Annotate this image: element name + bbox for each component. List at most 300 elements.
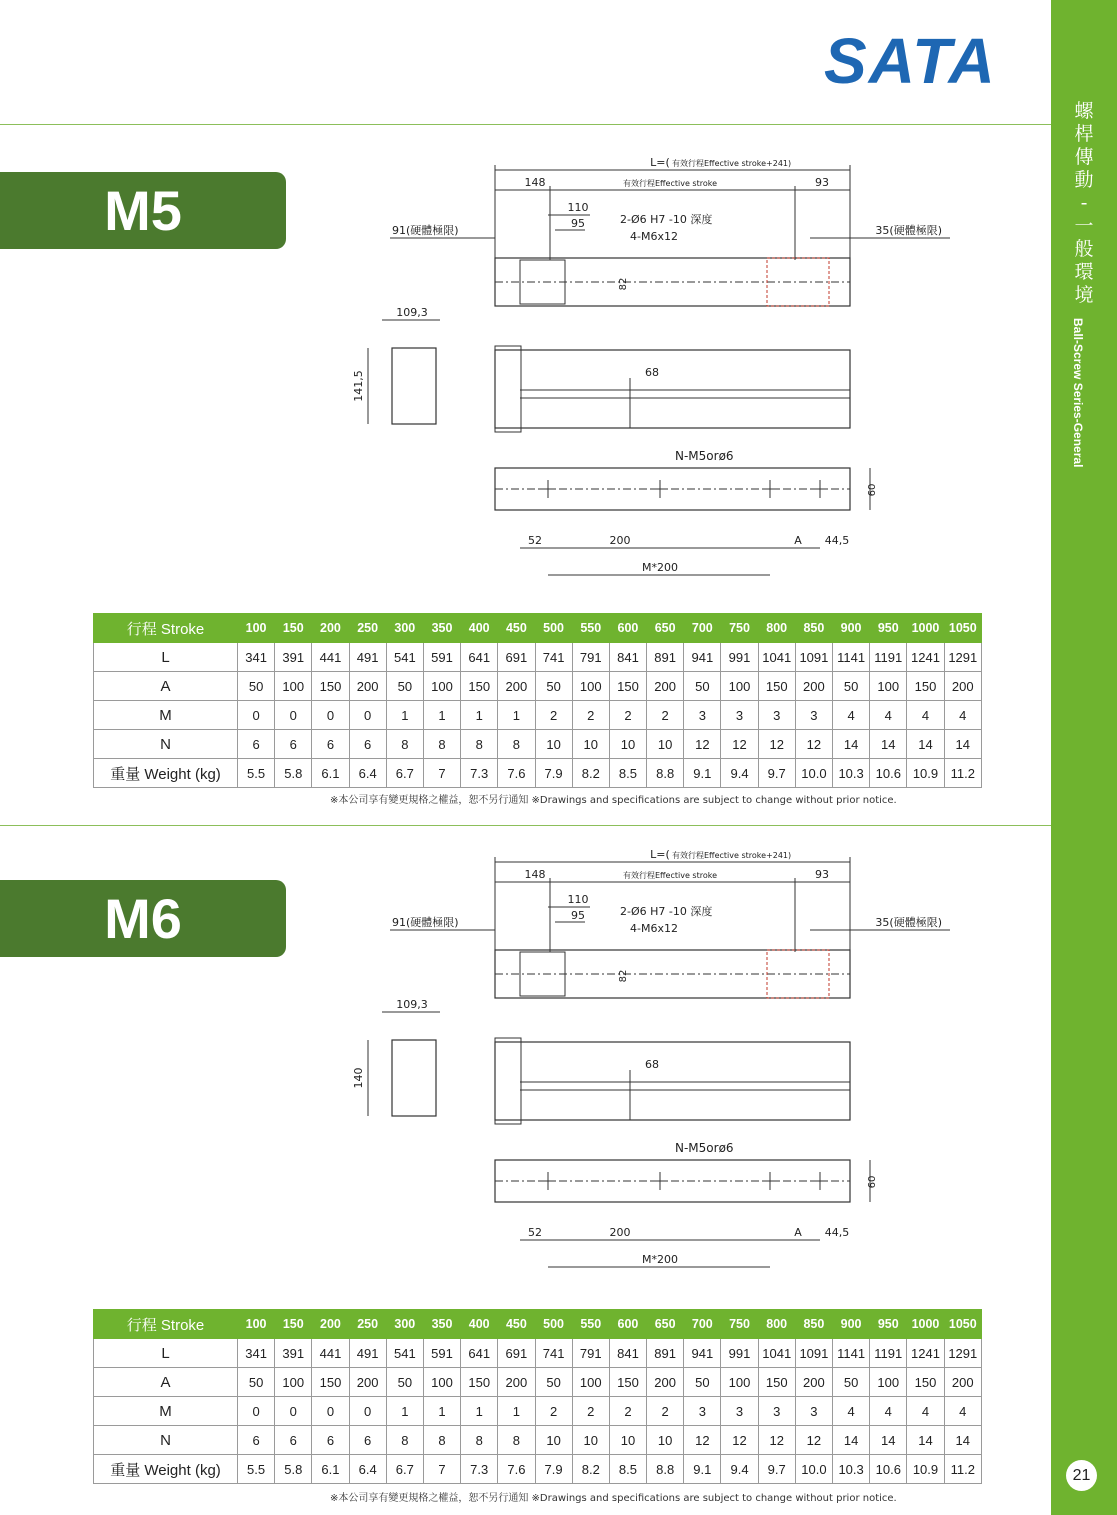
row-label: N xyxy=(94,730,238,759)
table-cell: 8.2 xyxy=(572,1455,609,1484)
table-cell: 100 xyxy=(572,672,609,701)
divider xyxy=(0,825,1051,826)
table-cell: 491 xyxy=(349,643,386,672)
table-cell: 1 xyxy=(386,1397,423,1426)
table-cell: 14 xyxy=(907,730,944,759)
table-cell: 150 xyxy=(312,1368,349,1397)
dimension-label: 140 xyxy=(352,1067,365,1089)
table-cell: 891 xyxy=(647,1339,684,1368)
table-cell: 2 xyxy=(572,1397,609,1426)
table-cell: 50 xyxy=(833,1368,870,1397)
table-row xyxy=(94,1339,982,1368)
table-cell: 641 xyxy=(461,1339,498,1368)
table-row xyxy=(94,672,982,701)
table-cell: 10 xyxy=(535,1426,572,1455)
row-label: L xyxy=(94,643,238,672)
table-cell: 14 xyxy=(833,730,870,759)
table-cell: 0 xyxy=(275,1397,312,1426)
table-cell: 12 xyxy=(795,1426,832,1455)
table-cell: 1041 xyxy=(758,1339,795,1368)
table-cell: 4 xyxy=(907,1397,944,1426)
stroke-cell: 150 xyxy=(275,1310,312,1339)
stroke-cell: 350 xyxy=(423,1310,460,1339)
dimension-label: 110 xyxy=(567,893,589,906)
table-cell: 8.8 xyxy=(647,759,684,788)
dimension-label: 82 xyxy=(618,969,629,983)
stroke-cell: 450 xyxy=(498,1310,535,1339)
table-cell: 50 xyxy=(684,1368,721,1397)
table-cell: 10 xyxy=(647,730,684,759)
table-cell: 6 xyxy=(275,730,312,759)
table-cell: 1091 xyxy=(795,643,832,672)
table-cell: 3 xyxy=(795,701,832,730)
table-cell: 9.1 xyxy=(684,1455,721,1484)
table-cell: 7.6 xyxy=(498,1455,535,1484)
dimension-label: M*200 xyxy=(642,561,678,574)
table-cell: 7.9 xyxy=(535,759,572,788)
table-cell: 441 xyxy=(312,643,349,672)
dimension-label: 52 xyxy=(528,534,542,547)
table-cell: 200 xyxy=(498,672,535,701)
stroke-cell: 650 xyxy=(647,614,684,643)
row-label: M xyxy=(94,701,238,730)
row-label: N xyxy=(94,1426,238,1455)
table-cell: 891 xyxy=(647,643,684,672)
stroke-cell: 650 xyxy=(647,1310,684,1339)
table-cell: 6 xyxy=(312,730,349,759)
table-cell: 4 xyxy=(870,701,907,730)
table-cell: 10.3 xyxy=(833,1455,870,1484)
dimension-label: 91(硬體極限) xyxy=(392,916,459,929)
table-cell: 3 xyxy=(758,701,795,730)
dimension-label: 148 xyxy=(524,868,546,881)
table-cell: 641 xyxy=(461,643,498,672)
technical-drawing xyxy=(330,150,942,590)
table-cell: 14 xyxy=(870,730,907,759)
table-cell: 7.3 xyxy=(461,759,498,788)
dimension-label: 110 xyxy=(567,201,589,214)
table-cell: 10.9 xyxy=(907,759,944,788)
dimension-label: 109,3 xyxy=(396,998,428,1011)
table-cell: 1191 xyxy=(870,643,907,672)
table-cell: 200 xyxy=(349,1368,386,1397)
sidebar-title xyxy=(1051,100,1117,307)
stroke-cell: 150 xyxy=(275,614,312,643)
table-cell: 6 xyxy=(275,1426,312,1455)
stroke-cell: 1050 xyxy=(944,614,981,643)
table-cell: 200 xyxy=(795,672,832,701)
dimension-label: 93 xyxy=(815,176,829,189)
table-cell: 12 xyxy=(795,730,832,759)
table-cell: 2 xyxy=(647,1397,684,1426)
table-cell: 8 xyxy=(461,1426,498,1455)
table-cell: 441 xyxy=(312,1339,349,1368)
stroke-cell: 200 xyxy=(312,614,349,643)
table-cell: 1291 xyxy=(944,643,981,672)
table-cell: 9.4 xyxy=(721,1455,758,1484)
table-cell: 2 xyxy=(535,701,572,730)
table-cell: 100 xyxy=(275,672,312,701)
table-cell: 1 xyxy=(461,701,498,730)
table-cell: 200 xyxy=(349,672,386,701)
dimension-label: 44,5 xyxy=(824,1226,850,1239)
table-cell: 100 xyxy=(423,1368,460,1397)
table-cell: 10 xyxy=(609,1426,646,1455)
table-cell: 6.4 xyxy=(349,759,386,788)
dimension-label: 35(硬體極限) xyxy=(875,224,942,237)
stroke-cell: 900 xyxy=(833,614,870,643)
table-cell: 50 xyxy=(238,672,275,701)
table-cell: 0 xyxy=(238,1397,275,1426)
table-cell: 941 xyxy=(684,643,721,672)
table-cell: 0 xyxy=(312,701,349,730)
table-cell: 1 xyxy=(498,1397,535,1426)
table-cell: 1141 xyxy=(833,643,870,672)
table-cell: 541 xyxy=(386,643,423,672)
table-row xyxy=(94,759,982,788)
table-cell: 12 xyxy=(684,730,721,759)
table-cell: 691 xyxy=(498,1339,535,1368)
table-cell: 5.5 xyxy=(238,759,275,788)
dimension-label: 60 xyxy=(867,1175,878,1189)
stroke-cell: 100 xyxy=(238,614,275,643)
table-cell: 150 xyxy=(461,1368,498,1397)
table-cell: 8 xyxy=(498,730,535,759)
sidebar-title-char: 環 xyxy=(1074,261,1094,283)
table-cell: 10.3 xyxy=(833,759,870,788)
table-cell: 7 xyxy=(423,1455,460,1484)
table-cell: 12 xyxy=(721,730,758,759)
table-cell: 50 xyxy=(386,1368,423,1397)
stroke-cell: 250 xyxy=(349,614,386,643)
dimension-label: A xyxy=(794,534,802,547)
stroke-header: 行程 Stroke xyxy=(94,1310,238,1339)
table-cell: 200 xyxy=(647,1368,684,1397)
stroke-cell: 250 xyxy=(349,1310,386,1339)
stroke-cell: 600 xyxy=(609,614,646,643)
table-cell: 591 xyxy=(423,1339,460,1368)
row-label: A xyxy=(94,672,238,701)
table-cell: 0 xyxy=(312,1397,349,1426)
dimension-label: A xyxy=(794,1226,802,1239)
table-row xyxy=(94,643,982,672)
table-cell: 6 xyxy=(349,1426,386,1455)
table-cell: 2 xyxy=(535,1397,572,1426)
stroke-cell: 550 xyxy=(572,614,609,643)
page-number: 21 xyxy=(1066,1460,1097,1491)
table-cell: 200 xyxy=(795,1368,832,1397)
stroke-cell: 550 xyxy=(572,1310,609,1339)
table-cell: 0 xyxy=(349,1397,386,1426)
table-cell: 5.5 xyxy=(238,1455,275,1484)
stroke-cell: 800 xyxy=(758,1310,795,1339)
table-cell: 7.3 xyxy=(461,1455,498,1484)
table-row xyxy=(94,1397,982,1426)
table-cell: 8 xyxy=(386,730,423,759)
table-cell: 691 xyxy=(498,643,535,672)
table-cell: 1041 xyxy=(758,643,795,672)
dimension-label: 93 xyxy=(815,868,829,881)
dimension-label: 35(硬體極限) xyxy=(875,916,942,929)
table-cell: 8.5 xyxy=(609,759,646,788)
table-cell: 200 xyxy=(647,672,684,701)
table-cell: 100 xyxy=(870,672,907,701)
stroke-cell: 900 xyxy=(833,1310,870,1339)
stroke-cell: 800 xyxy=(758,614,795,643)
table-cell: 14 xyxy=(944,1426,981,1455)
table-cell: 1091 xyxy=(795,1339,832,1368)
table-cell: 4 xyxy=(833,1397,870,1426)
table-cell: 100 xyxy=(870,1368,907,1397)
table-cell: 10 xyxy=(535,730,572,759)
dimension-label: 148 xyxy=(524,176,546,189)
table-cell: 12 xyxy=(684,1426,721,1455)
dimension-label: 4-M6x12 xyxy=(630,230,678,243)
table-cell: 10 xyxy=(609,730,646,759)
table-cell: 14 xyxy=(944,730,981,759)
table-cell: 8 xyxy=(423,730,460,759)
stroke-cell: 300 xyxy=(386,614,423,643)
table-cell: 391 xyxy=(275,1339,312,1368)
stroke-cell: 700 xyxy=(684,1310,721,1339)
dimension-label: 68 xyxy=(645,1058,659,1071)
model-title: M6 xyxy=(0,880,286,957)
table-cell: 10 xyxy=(572,730,609,759)
dimension-label: 95 xyxy=(571,909,585,922)
row-label: A xyxy=(94,1368,238,1397)
dimension-label: 141,5 xyxy=(352,370,365,402)
table-cell: 6.4 xyxy=(349,1455,386,1484)
table-cell: 1 xyxy=(423,701,460,730)
table-cell: 2 xyxy=(647,701,684,730)
row-label: 重量 Weight (kg) xyxy=(94,759,238,788)
table-cell: 2 xyxy=(609,1397,646,1426)
stroke-cell: 500 xyxy=(535,614,572,643)
table-row xyxy=(94,1455,982,1484)
table-cell: 150 xyxy=(609,1368,646,1397)
sidebar xyxy=(1051,0,1117,1515)
table-cell: 150 xyxy=(461,672,498,701)
dimension-label: 有效行程Effective stroke+241) xyxy=(672,851,792,860)
table-cell: 12 xyxy=(758,1426,795,1455)
table-cell: 6.1 xyxy=(312,759,349,788)
table-cell: 9.4 xyxy=(721,759,758,788)
table-cell: 9.7 xyxy=(758,1455,795,1484)
table-cell: 991 xyxy=(721,1339,758,1368)
table-row xyxy=(94,701,982,730)
table-cell: 741 xyxy=(535,643,572,672)
table-cell: 7 xyxy=(423,759,460,788)
table-row xyxy=(94,1426,982,1455)
table-cell: 791 xyxy=(572,1339,609,1368)
sidebar-title-char: 境 xyxy=(1074,284,1094,306)
table-cell: 8 xyxy=(498,1426,535,1455)
stroke-cell: 450 xyxy=(498,614,535,643)
table-cell: 50 xyxy=(535,1368,572,1397)
table-cell: 991 xyxy=(721,643,758,672)
table-cell: 50 xyxy=(238,1368,275,1397)
stroke-cell: 950 xyxy=(870,1310,907,1339)
dimension-label: 200 xyxy=(609,1226,631,1239)
table-cell: 3 xyxy=(758,1397,795,1426)
sidebar-title-char: 傳 xyxy=(1074,146,1094,168)
table-cell: 5.8 xyxy=(275,1455,312,1484)
table-cell: 100 xyxy=(721,672,758,701)
stroke-cell: 1000 xyxy=(907,614,944,643)
table-cell: 10 xyxy=(572,1426,609,1455)
divider xyxy=(0,124,1051,125)
sidebar-title-char: 螺 xyxy=(1074,100,1094,122)
dimension-label: N-M5orø6 xyxy=(675,1141,734,1155)
dimension-label: N-M5orø6 xyxy=(675,449,734,463)
technical-drawing xyxy=(330,842,942,1282)
stroke-cell: 100 xyxy=(238,1310,275,1339)
table-cell: 10.0 xyxy=(795,1455,832,1484)
table-cell: 150 xyxy=(609,672,646,701)
row-label: 重量 Weight (kg) xyxy=(94,1455,238,1484)
table-cell: 3 xyxy=(721,1397,758,1426)
table-cell: 8 xyxy=(423,1426,460,1455)
table-row xyxy=(94,1368,982,1397)
table-cell: 150 xyxy=(758,672,795,701)
table-cell: 0 xyxy=(238,701,275,730)
table-cell: 341 xyxy=(238,643,275,672)
stroke-cell: 1000 xyxy=(907,1310,944,1339)
table-cell: 7.6 xyxy=(498,759,535,788)
table-cell: 100 xyxy=(572,1368,609,1397)
table-cell: 10.9 xyxy=(907,1455,944,1484)
table-cell: 1 xyxy=(461,1397,498,1426)
dimension-label: 95 xyxy=(571,217,585,230)
table-cell: 841 xyxy=(609,643,646,672)
table-cell: 9.7 xyxy=(758,759,795,788)
sidebar-subtitle: Ball-Screw Series-General xyxy=(1071,318,1085,468)
stroke-cell: 700 xyxy=(684,614,721,643)
row-label: M xyxy=(94,1397,238,1426)
table-cell: 50 xyxy=(684,672,721,701)
table-cell: 941 xyxy=(684,1339,721,1368)
stroke-cell: 850 xyxy=(795,614,832,643)
table-cell: 2 xyxy=(572,701,609,730)
table-cell: 100 xyxy=(423,672,460,701)
dimension-label: M*200 xyxy=(642,1253,678,1266)
stroke-cell: 300 xyxy=(386,1310,423,1339)
disclaimer-note: ※本公司享有變更規格之權益，恕不另行通知 ※Drawings and specifications are subject to change without prior notice. xyxy=(330,1493,897,1504)
table-cell: 200 xyxy=(944,672,981,701)
table-cell: 591 xyxy=(423,643,460,672)
table-cell: 1 xyxy=(386,701,423,730)
dimension-label: 68 xyxy=(645,366,659,379)
sidebar-title-char: 動 xyxy=(1074,169,1094,191)
table-cell: 6 xyxy=(349,730,386,759)
table-cell: 2 xyxy=(609,701,646,730)
table-cell: 4 xyxy=(833,701,870,730)
stroke-header: 行程 Stroke xyxy=(94,614,238,643)
table-row xyxy=(94,730,982,759)
table-cell: 150 xyxy=(907,672,944,701)
table-cell: 1 xyxy=(423,1397,460,1426)
table-cell: 50 xyxy=(386,672,423,701)
table-cell: 0 xyxy=(349,701,386,730)
dimension-label: 91(硬體極限) xyxy=(392,224,459,237)
stroke-cell: 950 xyxy=(870,614,907,643)
dimension-label: 2-Ø6 H7 -10 深度 xyxy=(620,213,713,226)
table-cell: 4 xyxy=(944,701,981,730)
table-cell: 6.7 xyxy=(386,759,423,788)
stroke-cell: 200 xyxy=(312,1310,349,1339)
row-label: L xyxy=(94,1339,238,1368)
table-cell: 9.1 xyxy=(684,759,721,788)
table-cell: 6 xyxy=(238,730,275,759)
sidebar-title-char: - xyxy=(1080,192,1088,214)
table-cell: 741 xyxy=(535,1339,572,1368)
table-cell: 150 xyxy=(758,1368,795,1397)
dimension-label: 52 xyxy=(528,1226,542,1239)
dimension-label: 有效行程Effective stroke+241) xyxy=(672,159,792,168)
table-cell: 1191 xyxy=(870,1339,907,1368)
table-cell: 1241 xyxy=(907,643,944,672)
table-cell: 11.2 xyxy=(944,1455,981,1484)
model-title: M5 xyxy=(0,172,286,249)
dimension-label: 60 xyxy=(867,483,878,497)
table-cell: 341 xyxy=(238,1339,275,1368)
table-cell: 3 xyxy=(721,701,758,730)
dimension-label: L=( xyxy=(650,848,670,861)
table-cell: 841 xyxy=(609,1339,646,1368)
table-cell: 6 xyxy=(238,1426,275,1455)
table-cell: 0 xyxy=(275,701,312,730)
dimension-label: 82 xyxy=(618,277,629,291)
table-cell: 50 xyxy=(833,672,870,701)
table-cell: 6 xyxy=(312,1426,349,1455)
dimension-label: 200 xyxy=(609,534,631,547)
table-cell: 391 xyxy=(275,643,312,672)
disclaimer-note: ※本公司享有變更規格之權益，恕不另行通知 ※Drawings and specifications are subject to change without prior notice. xyxy=(330,795,897,806)
table-cell: 12 xyxy=(758,730,795,759)
stroke-cell: 400 xyxy=(461,1310,498,1339)
stroke-cell: 750 xyxy=(721,614,758,643)
table-cell: 5.8 xyxy=(275,759,312,788)
sidebar-title-char: 一 xyxy=(1074,215,1094,237)
table-cell: 10.0 xyxy=(795,759,832,788)
table-cell: 10.6 xyxy=(870,1455,907,1484)
sidebar-title-char: 般 xyxy=(1074,238,1094,260)
stroke-cell: 1050 xyxy=(944,1310,981,1339)
table-cell: 14 xyxy=(833,1426,870,1455)
table-cell: 1141 xyxy=(833,1339,870,1368)
table-cell: 150 xyxy=(312,672,349,701)
table-cell: 1241 xyxy=(907,1339,944,1368)
table-cell: 4 xyxy=(907,701,944,730)
dimension-label: 2-Ø6 H7 -10 深度 xyxy=(620,905,713,918)
table-cell: 200 xyxy=(498,1368,535,1397)
table-cell: 100 xyxy=(275,1368,312,1397)
table-cell: 14 xyxy=(907,1426,944,1455)
table-cell: 8.2 xyxy=(572,759,609,788)
stroke-cell: 350 xyxy=(423,614,460,643)
table-cell: 7.9 xyxy=(535,1455,572,1484)
table-cell: 491 xyxy=(349,1339,386,1368)
table-cell: 6.7 xyxy=(386,1455,423,1484)
table-cell: 6.1 xyxy=(312,1455,349,1484)
table-cell: 12 xyxy=(721,1426,758,1455)
spec-table xyxy=(93,1309,982,1484)
table-cell: 8 xyxy=(461,730,498,759)
sidebar-title-char: 桿 xyxy=(1074,123,1094,145)
table-cell: 200 xyxy=(944,1368,981,1397)
stroke-cell: 750 xyxy=(721,1310,758,1339)
table-cell: 11.2 xyxy=(944,759,981,788)
